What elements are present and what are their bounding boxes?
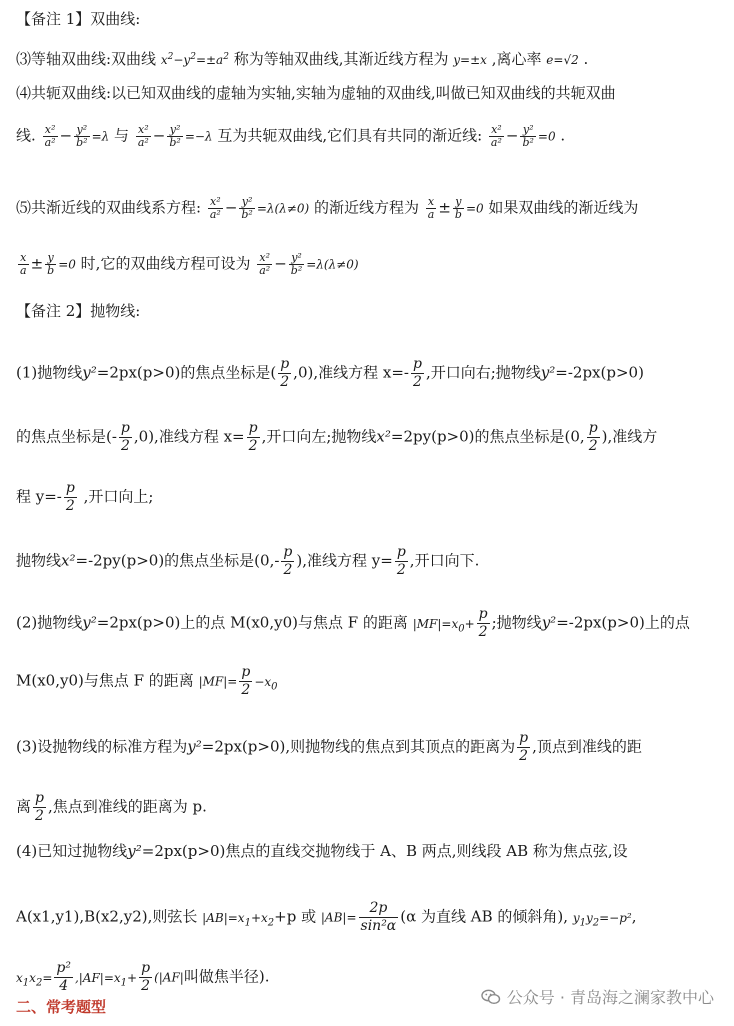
note2-item4-line1: (4)已知过抛物线y²=2px(p>0)焦点的直线交抛物线于 A、B 两点,则线段 AB 称为焦点弦,设 xyxy=(16,842,628,860)
note2-item3-line2: 离 $\frac{p}{2}$ ,焦点到准线的距离为 p. xyxy=(16,790,207,824)
note2-item1-line2: 的焦点坐标是(- $\frac{p}{2}$ ,0),准线方程 x= $\frac{p}{2}$ ,开口向左;抛物线x²=2py(p>0)的焦点坐标是(0, $\frac{p}{2}$ ),准线方 xyxy=(16,420,658,454)
note2-item1-line3: 程 y=- $\frac{p}{2}$ ,开口向上; xyxy=(16,480,154,514)
note1-item5-line2: $\frac{x}{a}$ ± $\frac{y}{b}$ =0 时,它的双曲线方程可设为 $\frac{\text{x²}}{\text{a²}}$ − $\frac{\text{y²}}{\text{b²}}$ =λ(λ≠0) xyxy=(20,251,359,277)
note1-heading: 【备注 1】双曲线: xyxy=(16,10,141,28)
note1-item5-line1: ⑸共渐近线的双曲线系方程: $\frac{\text{x²}}{\text{a²}}$ − $\frac{\text{y²}}{\text{b²}}$ =λ(λ≠0) 的渐近线方程为 $\frac{x}{a}$ ± $\frac{y}{b}$ =0 如果双曲线的渐近线为 xyxy=(16,195,639,221)
wechat-icon xyxy=(481,989,501,1005)
note2-item4-line2: A(x1,y1),B(x2,y2),则弦长 $|AB|=x_1+x_2+p$ 或 |AB|= $\frac{2p}{\text{sin²α}}$ (α 为直线 AB 的倾斜角), $y_1y_2=-p^2$, xyxy=(16,900,637,934)
note2-item4-line3: $x_1x_2=$ $\frac{\text{p²}}{4}$ $,|AF|=x_1+$ $\frac{p}{2}$ (|AF|叫做焦半径). xyxy=(16,960,270,994)
note2-item1-line4: 抛物线x²=-2py(p>0)的焦点坐标是(0,- $\frac{p}{2}$ ),准线方程 y= $\frac{p}{2}$ ,开口向下. xyxy=(16,544,480,578)
note1-item4-line2: 线. $\frac{\text{x²}}{\text{a²}}$ − $\frac{\text{y²}}{\text{b²}}$ =λ 与 $\frac{\text{x²}}{\text{a²}}$ − $\frac{\text{y²}}{\text{b²}}$ =−λ 互为共轭双曲线,它们具有共同的渐近线: $\frac{\text{x²}}{\text{a²}}$ − $\frac{\text{y²}}{\text{b²}}$ =0 . xyxy=(16,123,566,149)
note2-item3-line1: (3)设抛物线的标准方程为y²=2px(p>0),则抛物线的焦点到其顶点的距离为 $\frac{p}{2}$ ,顶点到准线的距 xyxy=(16,730,642,764)
note1-item3: ⑶等轴双曲线:双曲线 $x^2-y^2=\pm a^2$ 称为等轴双曲线,其渐近线方程为 y=±x ,离心率 e=√2 . xyxy=(16,50,589,68)
note2-item2-line1: (2)抛物线y²=2px(p>0)上的点 M(x0,y0)与焦点 F 的距离 $|MF|=x_0+$ $\frac{p}{2}$ ;抛物线y²=-2px(p>0)上的点 xyxy=(16,606,690,640)
section2-heading: 二、常考题型 xyxy=(16,998,107,1016)
note1-item4-line1: ⑷共轭双曲线:以已知双曲线的虚轴为实轴,实轴为虚轴的双曲线,叫做已知双曲线的共轭双曲 xyxy=(16,84,616,102)
watermark xyxy=(481,985,714,1008)
watermark-text: 公众号 · 青岛海之澜家教中心 xyxy=(506,988,714,1007)
note2-item2-line2: M(x0,y0)与焦点 F 的距离 |MF|= $\frac{p}{2}$ $-x_0$ xyxy=(16,664,278,698)
note2-item1-line1: (1)抛物线y²=2px(p>0)的焦点坐标是( $\frac{p}{2}$ ,0),准线方程 x=- $\frac{p}{2}$ ,开口向右;抛物线y²=-2px(p>0) xyxy=(16,356,644,390)
note2-heading: 【备注 2】抛物线: xyxy=(16,302,141,320)
